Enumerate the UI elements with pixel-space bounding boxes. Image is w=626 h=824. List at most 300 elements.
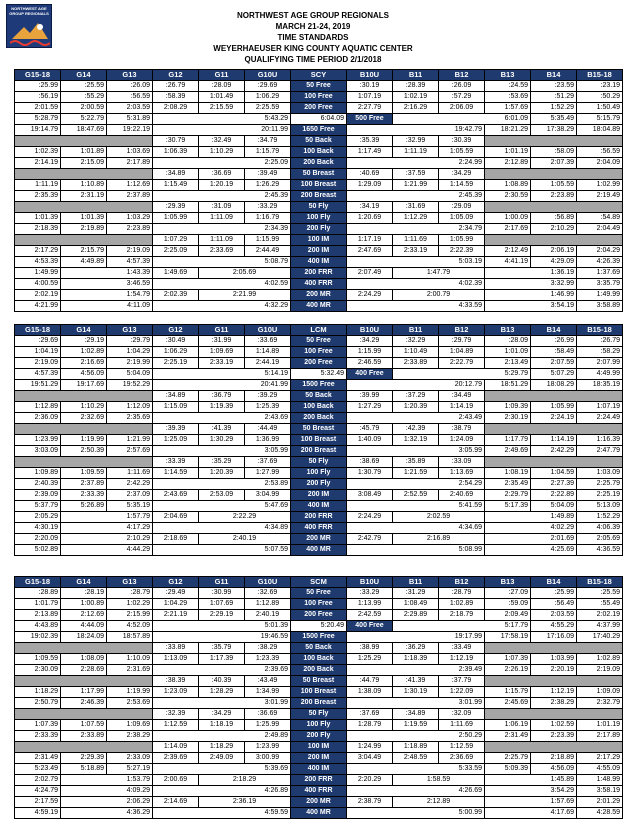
gray-empty-cell: [485, 424, 623, 435]
time-cell: 2:45.39: [153, 191, 291, 202]
time-cell: :23.19: [577, 81, 623, 92]
event-name: 100 Free: [291, 347, 347, 358]
column-header: G10U: [245, 325, 291, 336]
time-cell: 1:18.29: [199, 742, 245, 753]
time-cell: 2:38.29: [107, 731, 153, 742]
time-cell: 2:07.39: [531, 158, 577, 169]
time-cell: :54.89: [577, 213, 623, 224]
time-cell: 2:12.69: [61, 610, 107, 621]
time-cell: :35.89: [393, 457, 439, 468]
time-cell: 18:57.89: [107, 632, 153, 643]
time-cell: 2:42.29: [107, 479, 153, 490]
time-cell: 5:23.49: [15, 764, 61, 775]
column-header: G12: [153, 577, 199, 588]
time-cell: 1:04.29: [107, 347, 153, 358]
time-cell: 2:36.69: [439, 753, 485, 764]
time-cell: 2:35.49: [485, 479, 531, 490]
time-cell: 2:19.99: [107, 358, 153, 369]
time-cell: 2:29.89: [393, 610, 439, 621]
time-cell: 2:16.89: [393, 534, 485, 545]
table-row: [15, 621, 623, 632]
table-row: [15, 643, 623, 654]
time-cell: 4:56.09: [531, 764, 577, 775]
table-row: [15, 446, 623, 457]
time-cell: 5:20.49: [291, 621, 347, 632]
table-row: [15, 654, 623, 665]
time-cell: 1:15.09: [153, 402, 199, 413]
header-venue: WEYERHAEUSER KING COUNTY AQUATIC CENTER: [213, 44, 413, 53]
time-cell: :28.79: [107, 588, 153, 599]
time-cell: :32.09: [439, 709, 485, 720]
time-cell: :42.39: [393, 424, 439, 435]
table-row: [15, 610, 623, 621]
column-header: G12: [153, 325, 199, 336]
time-cell: 1:52.29: [577, 512, 623, 523]
table-row: [15, 742, 623, 753]
time-cell: 1:16.39: [577, 435, 623, 446]
table-row: [15, 246, 623, 257]
time-cell: 3:54.19: [485, 301, 577, 312]
time-cell: 1:47.79: [393, 268, 485, 279]
time-cell: 4:57.39: [107, 257, 153, 268]
time-cell: :44.79: [347, 676, 393, 687]
time-cell: 19:42.79: [347, 125, 485, 136]
table-row: [15, 268, 623, 279]
time-standards-table-lcm: [14, 324, 623, 556]
time-cell: :30.39: [439, 136, 485, 147]
time-cell: 17:16.09: [531, 632, 577, 643]
event-name: 100 Fly: [291, 468, 347, 479]
time-cell: :26.79: [153, 81, 199, 92]
time-cell: :23.59: [531, 81, 577, 92]
time-cell: 2:12.89: [393, 797, 485, 808]
table-row: [15, 213, 623, 224]
time-cell: 2:17.69: [485, 224, 531, 235]
event-name: 100 Breast: [291, 180, 347, 191]
time-cell: 4:55.29: [531, 621, 577, 632]
time-cell: :24.59: [485, 81, 531, 92]
table-row: [15, 808, 623, 819]
event-name: 50 Fly: [291, 709, 347, 720]
time-cell: :25.99: [15, 81, 61, 92]
table-row: [15, 676, 623, 687]
table-row: [15, 687, 623, 698]
time-cell: 2:22.39: [439, 246, 485, 257]
table-row: [15, 786, 623, 797]
time-cell: :37.69: [347, 709, 393, 720]
document-header: [0, 10, 626, 65]
event-name: 100 Breast: [291, 435, 347, 446]
time-cell: 5:17.79: [393, 621, 531, 632]
time-cell: 2:25.59: [245, 103, 291, 114]
time-cell: 4:37.99: [577, 621, 623, 632]
time-cell: 19:17.99: [347, 632, 485, 643]
time-cell: 2:20.29: [347, 775, 393, 786]
time-cell: 1:19.99: [61, 435, 107, 446]
time-cell: 2:19.09: [107, 246, 153, 257]
time-cell: 1:43.39: [61, 268, 153, 279]
time-cell: 2:05.69: [199, 268, 291, 279]
time-cell: :33.49: [439, 643, 485, 654]
event-name: 400 FRR: [291, 786, 347, 797]
time-cell: 1:01.09: [485, 347, 531, 358]
time-cell: 4:32.29: [153, 301, 291, 312]
column-header: B15-18: [577, 70, 623, 81]
time-cell: :30.79: [153, 136, 199, 147]
table-row: [15, 147, 623, 158]
time-cell: 18:24.09: [61, 632, 107, 643]
time-cell: 1:09.69: [107, 720, 153, 731]
time-cell: 5:43.29: [153, 114, 291, 125]
time-cell: 1:19.39: [199, 402, 245, 413]
column-header: G15-18: [15, 70, 61, 81]
time-cell: 2:43.69: [153, 490, 199, 501]
time-cell: 4:59.19: [15, 808, 61, 819]
time-cell: 2:53.89: [153, 479, 291, 490]
time-cell: 2:03.59: [531, 610, 577, 621]
time-cell: 2:27.39: [531, 479, 577, 490]
event-name: 400 FRR: [291, 279, 347, 290]
time-cell: :29.69: [245, 81, 291, 92]
column-header: B15-18: [577, 325, 623, 336]
time-cell: 2:19.49: [577, 191, 623, 202]
time-cell: 1:30.19: [393, 687, 439, 698]
time-cell: 4:34.69: [347, 523, 485, 534]
time-cell: 2:12.89: [485, 158, 531, 169]
time-cell: 20:12.79: [347, 380, 485, 391]
event-name: 200 Fly: [291, 479, 347, 490]
table-header-row: [15, 577, 623, 588]
time-cell: 2:32.69: [61, 413, 107, 424]
time-cell: 2:53.09: [199, 490, 245, 501]
time-cell: 3:01.99: [347, 698, 485, 709]
time-cell: 1:08.89: [485, 180, 531, 191]
time-cell: :36.69: [245, 709, 291, 720]
time-cell: 1:05.99: [153, 213, 199, 224]
time-cell: 5:35.49: [531, 114, 577, 125]
time-cell: 4:53.39: [15, 257, 61, 268]
time-cell: 1:00.09: [485, 213, 531, 224]
time-cell: :34.89: [153, 169, 199, 180]
time-cell: 2:46.39: [61, 698, 107, 709]
time-cell: :58.09: [531, 147, 577, 158]
event-name: 200 IM: [291, 753, 347, 764]
column-header: B10U: [347, 70, 393, 81]
event-name: 100 Free: [291, 92, 347, 103]
column-header: B12: [439, 577, 485, 588]
time-cell: 2:25.09: [153, 158, 291, 169]
time-cell: 5:33.59: [347, 764, 485, 775]
table-row: [15, 347, 623, 358]
time-cell: 1:04.19: [15, 347, 61, 358]
table-row: [15, 490, 623, 501]
table-row: [15, 512, 623, 523]
column-header: SCM: [291, 577, 347, 588]
time-cell: :31.09: [199, 202, 245, 213]
time-cell: 5:18.89: [61, 764, 107, 775]
time-cell: 1:03.09: [577, 468, 623, 479]
time-cell: 2:33.69: [199, 246, 245, 257]
time-cell: 5:31.89: [107, 114, 153, 125]
time-cell: 4:57.39: [15, 369, 61, 380]
time-cell: 1:02.89: [577, 654, 623, 665]
table-row: [15, 103, 623, 114]
time-cell: 2:54.29: [347, 479, 485, 490]
event-name: 100 Breast: [291, 687, 347, 698]
time-cell: 2:05.69: [577, 534, 623, 545]
time-cell: 2:15.09: [61, 158, 107, 169]
time-cell: 2:17.29: [15, 246, 61, 257]
event-name: 50 Breast: [291, 424, 347, 435]
time-cell: :29.49: [153, 588, 199, 599]
time-cell: 2:34.39: [153, 224, 291, 235]
time-cell: 5:03.19: [347, 257, 485, 268]
gray-empty-cell: [485, 742, 623, 753]
time-cell: 4:17.69: [485, 808, 577, 819]
time-cell: 2:19.09: [577, 665, 623, 676]
time-cell: 2:25.09: [153, 246, 199, 257]
time-cell: :27.09: [485, 588, 531, 599]
time-cell: :53.69: [485, 92, 531, 103]
event-name: 50 Back: [291, 643, 347, 654]
event-name: 200 MR: [291, 290, 347, 301]
gray-empty-cell: [485, 643, 623, 654]
time-cell: 2:24.49: [577, 413, 623, 424]
logo-text-line: NORTHWEST AGE: [11, 6, 47, 11]
time-cell: 2:35.69: [107, 413, 153, 424]
time-cell: 1:25.09: [153, 435, 199, 446]
time-cell: :36.79: [199, 391, 245, 402]
time-cell: 2:18.29: [199, 775, 291, 786]
time-cell: 4:30.19: [15, 523, 61, 534]
time-cell: 2:18.69: [153, 534, 199, 545]
time-cell: 4:00.59: [15, 279, 61, 290]
event-name: 200 Back: [291, 413, 347, 424]
time-cell: 2:33.89: [61, 731, 107, 742]
time-cell: 1:11.69: [107, 468, 153, 479]
time-cell: 2:15.59: [199, 103, 245, 114]
column-header: B12: [439, 70, 485, 81]
column-header: LCM: [291, 325, 347, 336]
event-name: 400 Free: [347, 621, 393, 632]
time-cell: 2:18.39: [15, 224, 61, 235]
time-cell: 1:07.39: [15, 720, 61, 731]
time-cell: 1:01.79: [15, 599, 61, 610]
time-cell: 1:27.99: [245, 468, 291, 479]
time-cell: 1:10.29: [61, 402, 107, 413]
time-cell: 1:28.79: [347, 720, 393, 731]
time-cell: 1:05.99: [531, 402, 577, 413]
time-cell: :57.29: [439, 92, 485, 103]
gray-empty-cell: [15, 202, 153, 213]
time-cell: 1:09.39: [485, 402, 531, 413]
column-header: B12: [439, 325, 485, 336]
time-cell: :30.49: [153, 336, 199, 347]
time-cell: 5:26.89: [61, 501, 107, 512]
time-cell: 1:13.09: [153, 654, 199, 665]
time-cell: 1:18.39: [393, 654, 439, 665]
time-cell: :29.79: [107, 336, 153, 347]
time-cell: 4:44.29: [61, 545, 153, 556]
event-name: 100 IM: [291, 742, 347, 753]
table-row: [15, 336, 623, 347]
time-cell: 1:11.19: [15, 180, 61, 191]
time-cell: :26.79: [577, 336, 623, 347]
time-cell: 1:36.19: [485, 268, 577, 279]
time-cell: 1:14.59: [153, 468, 199, 479]
time-cell: 2:36.19: [199, 797, 291, 808]
time-cell: 2:20.19: [531, 665, 577, 676]
time-cell: :39.49: [245, 169, 291, 180]
time-cell: :32.29: [393, 336, 439, 347]
time-cell: 2:53.69: [107, 698, 153, 709]
time-cell: :29.09: [439, 202, 485, 213]
time-cell: 3:54.29: [485, 786, 577, 797]
time-cell: 1:11.69: [393, 235, 439, 246]
time-cell: 5:37.79: [15, 501, 61, 512]
time-cell: 2:40.19: [245, 610, 291, 621]
time-cell: 4:36.59: [577, 545, 623, 556]
time-cell: 1:06.39: [153, 147, 199, 158]
time-cell: 1:30.29: [199, 435, 245, 446]
table-row: [15, 731, 623, 742]
event-name: 50 Fly: [291, 202, 347, 213]
time-cell: 2:22.29: [199, 512, 291, 523]
time-cell: 2:06.19: [531, 246, 577, 257]
column-header: G13: [107, 70, 153, 81]
time-cell: 4:26.89: [153, 786, 291, 797]
time-cell: 2:12.49: [485, 246, 531, 257]
time-cell: 2:38.29: [531, 698, 577, 709]
time-cell: 4:44.09: [61, 621, 107, 632]
time-cell: 2:29.39: [61, 753, 107, 764]
column-header: B14: [531, 325, 577, 336]
time-cell: 1:13.69: [439, 468, 485, 479]
gray-empty-cell: [485, 202, 623, 213]
time-cell: :35.39: [347, 136, 393, 147]
time-cell: 5:07.59: [153, 545, 291, 556]
time-cell: 2:25.79: [577, 479, 623, 490]
time-cell: 2:38.79: [347, 797, 393, 808]
time-cell: 1:02.39: [15, 147, 61, 158]
table-row: [15, 180, 623, 191]
time-cell: 1:57.79: [61, 512, 153, 523]
time-cell: 2:04.69: [153, 512, 199, 523]
time-cell: :36.69: [199, 169, 245, 180]
time-cell: 2:25.19: [577, 490, 623, 501]
time-cell: :28.09: [485, 336, 531, 347]
time-cell: 1:06.19: [485, 720, 531, 731]
time-cell: 18:35.19: [577, 380, 623, 391]
time-cell: 3:08.49: [347, 490, 393, 501]
time-standards-table-scm: [14, 576, 623, 819]
time-cell: 1:04.59: [531, 468, 577, 479]
gray-empty-cell: [15, 457, 153, 468]
time-cell: 2:37.89: [107, 191, 153, 202]
time-cell: 4:11.09: [61, 301, 153, 312]
time-cell: 1:17.49: [347, 147, 393, 158]
time-cell: 2:17.89: [577, 731, 623, 742]
time-cell: :28.39: [393, 81, 439, 92]
time-cell: :25.59: [61, 81, 107, 92]
time-cell: 1:23.99: [245, 742, 291, 753]
time-cell: 2:39.09: [15, 490, 61, 501]
event-name: 50 Free: [291, 588, 347, 599]
time-cell: :26.09: [107, 81, 153, 92]
time-cell: 1:25.29: [347, 654, 393, 665]
time-cell: 2:33.39: [61, 490, 107, 501]
time-cell: 2:25.19: [153, 358, 199, 369]
time-cell: 2:49.89: [153, 731, 291, 742]
time-cell: 5:47.69: [153, 501, 291, 512]
time-cell: 1:24.99: [347, 742, 393, 753]
column-header: B11: [393, 325, 439, 336]
time-cell: 2:36.09: [15, 413, 61, 424]
time-cell: :31.29: [393, 588, 439, 599]
time-cell: 2:42.59: [347, 610, 393, 621]
time-cell: 1:05.59: [531, 180, 577, 191]
table-row: [15, 775, 623, 786]
time-cell: 1:12.59: [439, 742, 485, 753]
time-cell: 2:30.59: [485, 191, 531, 202]
time-cell: 1:10.09: [107, 654, 153, 665]
time-cell: :43.49: [245, 676, 291, 687]
table-row: [15, 169, 623, 180]
time-cell: 2:30.19: [485, 413, 531, 424]
time-cell: :56.49: [531, 599, 577, 610]
time-cell: 5:27.19: [107, 764, 153, 775]
time-cell: :30.99: [199, 588, 245, 599]
time-cell: 1:58.59: [393, 775, 485, 786]
time-cell: 2:10.29: [61, 534, 153, 545]
time-cell: 1:18.89: [393, 742, 439, 753]
time-cell: :33.39: [153, 457, 199, 468]
time-cell: 2:03.59: [107, 103, 153, 114]
time-cell: 1:06.29: [153, 347, 199, 358]
time-cell: 1:01.39: [15, 213, 61, 224]
time-cell: :58.29: [577, 347, 623, 358]
time-cell: 2:05.29: [15, 512, 61, 523]
time-cell: 2:49.69: [485, 446, 531, 457]
time-cell: 1:12.69: [107, 180, 153, 191]
column-header: B13: [485, 577, 531, 588]
time-cell: 1:38.09: [347, 687, 393, 698]
time-cell: :50.29: [577, 92, 623, 103]
time-cell: :33.29: [245, 202, 291, 213]
event-name: 50 Breast: [291, 169, 347, 180]
time-cell: 2:04.09: [577, 158, 623, 169]
time-cell: 4:56.09: [61, 369, 107, 380]
column-header: B11: [393, 577, 439, 588]
time-cell: 1:08.19: [485, 468, 531, 479]
time-cell: 2:07.59: [531, 358, 577, 369]
table-row: [15, 380, 623, 391]
time-cell: 2:18.79: [439, 610, 485, 621]
time-cell: 1:11.09: [199, 235, 245, 246]
gray-empty-cell: [15, 136, 153, 147]
time-cell: 1:25.99: [245, 720, 291, 731]
time-cell: 1:05.59: [439, 147, 485, 158]
time-cell: 2:50.39: [61, 446, 107, 457]
table-row: [15, 224, 623, 235]
time-cell: 5:22.79: [61, 114, 107, 125]
time-cell: 1:05.09: [439, 213, 485, 224]
time-cell: :37.59: [393, 169, 439, 180]
time-cell: :44.49: [245, 424, 291, 435]
time-cell: 2:33.19: [199, 358, 245, 369]
time-cell: :34.89: [153, 391, 199, 402]
time-cell: 19:51.29: [15, 380, 61, 391]
